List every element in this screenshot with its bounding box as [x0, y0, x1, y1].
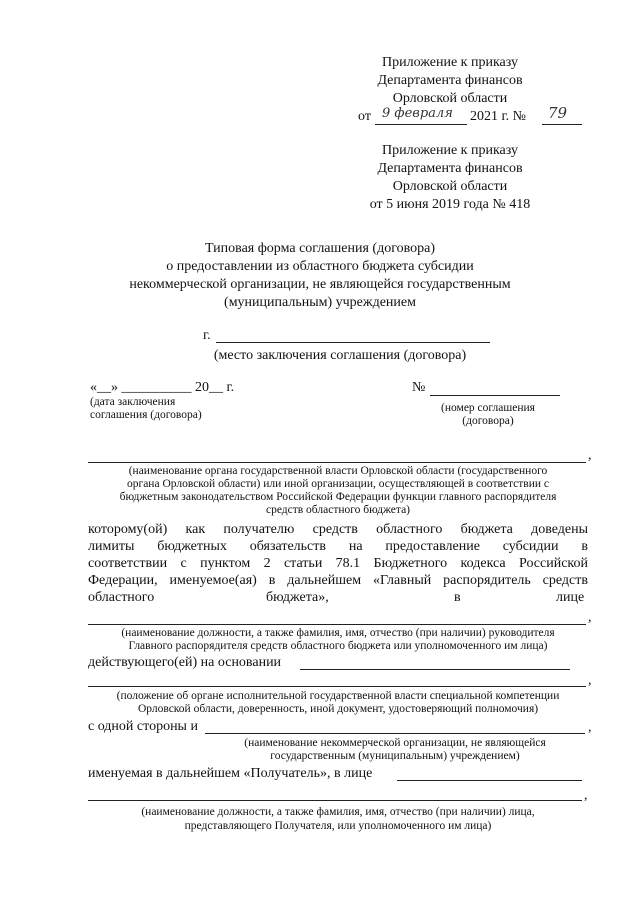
recipient-field[interactable] [397, 780, 582, 781]
regulation-field[interactable] [88, 686, 586, 687]
date-template: «__» __________ 20__ г. [90, 380, 235, 395]
recipient-label: именуемая в дальнейшем «Получатель», в лице [88, 766, 373, 781]
body-line5b: бюджета», [266, 590, 329, 605]
body-line1: которому(ой) как получателю средств областного бюджета доведены [88, 522, 588, 537]
body-line4: Федерации, именуемое(ая) в дальнейшем «Главный распорядитель средств [88, 573, 588, 588]
place-prefix: г. [203, 328, 211, 343]
header1-line1: Приложение к приказу [382, 55, 518, 70]
header1-line2: Департамента финансов [377, 73, 523, 88]
acting-field[interactable] [300, 669, 570, 670]
nko-caption-line2: государственным (муниципальным) учреждением) [270, 750, 520, 762]
recipient-caption-line2: представляющего Получателя, или уполномоченного им лица) [184, 820, 492, 832]
date-caption1: (дата заключения [90, 396, 176, 408]
header2-line1: Приложение к приказу [382, 143, 518, 158]
comma: , [588, 673, 592, 688]
date-caption2: соглашения (договора) [90, 409, 202, 421]
place-caption: (место заключения соглашения (договора) [213, 348, 467, 363]
recipient-position-field[interactable] [88, 800, 582, 801]
agreement-number-field[interactable] [430, 395, 560, 396]
handwritten-date: 9 февраля [382, 106, 453, 121]
organ-caption-line3: бюджетным законодательством Российской Федерации функции главного распорядителя [119, 491, 557, 503]
one-side-label: с одной стороны и [88, 719, 198, 734]
handwritten-number: 79 [548, 104, 568, 122]
header1-year: 2021 г. № [470, 109, 527, 124]
header2-line3: Орловской области [392, 179, 508, 194]
body-line3: соответствии с пунктом 2 статьи 78.1 Бюджетного кодекса Российской [88, 556, 588, 571]
comma: , [588, 448, 592, 463]
organ-field[interactable] [88, 462, 586, 463]
body-line2: лимиты бюджетных обязательств на предоставление субсидии в [88, 539, 588, 554]
header1-line3: Орловской области [392, 91, 508, 106]
position-field[interactable] [88, 624, 586, 625]
number-caption1: (номер соглашения [441, 402, 535, 414]
comma: , [584, 788, 588, 803]
regulation-caption-line2: Орловской области, доверенность, иной документ, удостоверяющий полномочия) [137, 703, 539, 715]
place-field[interactable] [216, 342, 490, 343]
comma: , [588, 610, 592, 625]
acting-label: действующего(ей) на основании [88, 655, 282, 670]
body-line5d: лице [556, 590, 585, 605]
body-line5c: в [454, 590, 461, 605]
regulation-caption-line1: (положение об органе исполнительной государственной власти специальной компетенции [116, 690, 560, 702]
number-sign: № [412, 380, 426, 395]
body-line5a: областного [88, 590, 155, 605]
position-caption-line1: (наименование должности, а также фамилия, имя, отчество (при наличии) руководителя [121, 627, 555, 639]
nko-caption-line1: (наименование некоммерческой организации, не являющейся [244, 737, 546, 749]
number-underline [542, 124, 582, 125]
organ-caption-line4: средств областного бюджета) [265, 504, 411, 516]
date-underline [375, 124, 467, 125]
title-line1: Типовая форма соглашения (договора) [204, 241, 436, 256]
number-caption2: (договора) [462, 415, 514, 427]
title-line4: (муниципальным) учреждением [224, 295, 416, 310]
position-caption-line2: Главного распорядителя средств областного бюджета или уполномоченного им лица) [128, 640, 548, 652]
organ-caption-line2: органа Орловской области) или иной организации, осуществляющей в соответствии с [126, 478, 549, 490]
organ-caption-line1: (наименование органа государственной власти Орловской области (государственного [128, 465, 548, 477]
recipient-caption-line1: (наименование должности, а также фамилия, имя, отчество (при наличии) лица, [141, 806, 535, 818]
header1-date-prefix: от [358, 109, 371, 124]
nko-field[interactable] [205, 733, 585, 734]
title-line2: о предоставлении из областного бюджета субсидии [166, 259, 474, 274]
comma: , [588, 720, 592, 735]
header2-line4: от 5 июня 2019 года № 418 [369, 197, 531, 212]
title-line3: некоммерческой организации, не являющейся государственным [129, 277, 511, 292]
header2-line2: Департамента финансов [377, 161, 523, 176]
